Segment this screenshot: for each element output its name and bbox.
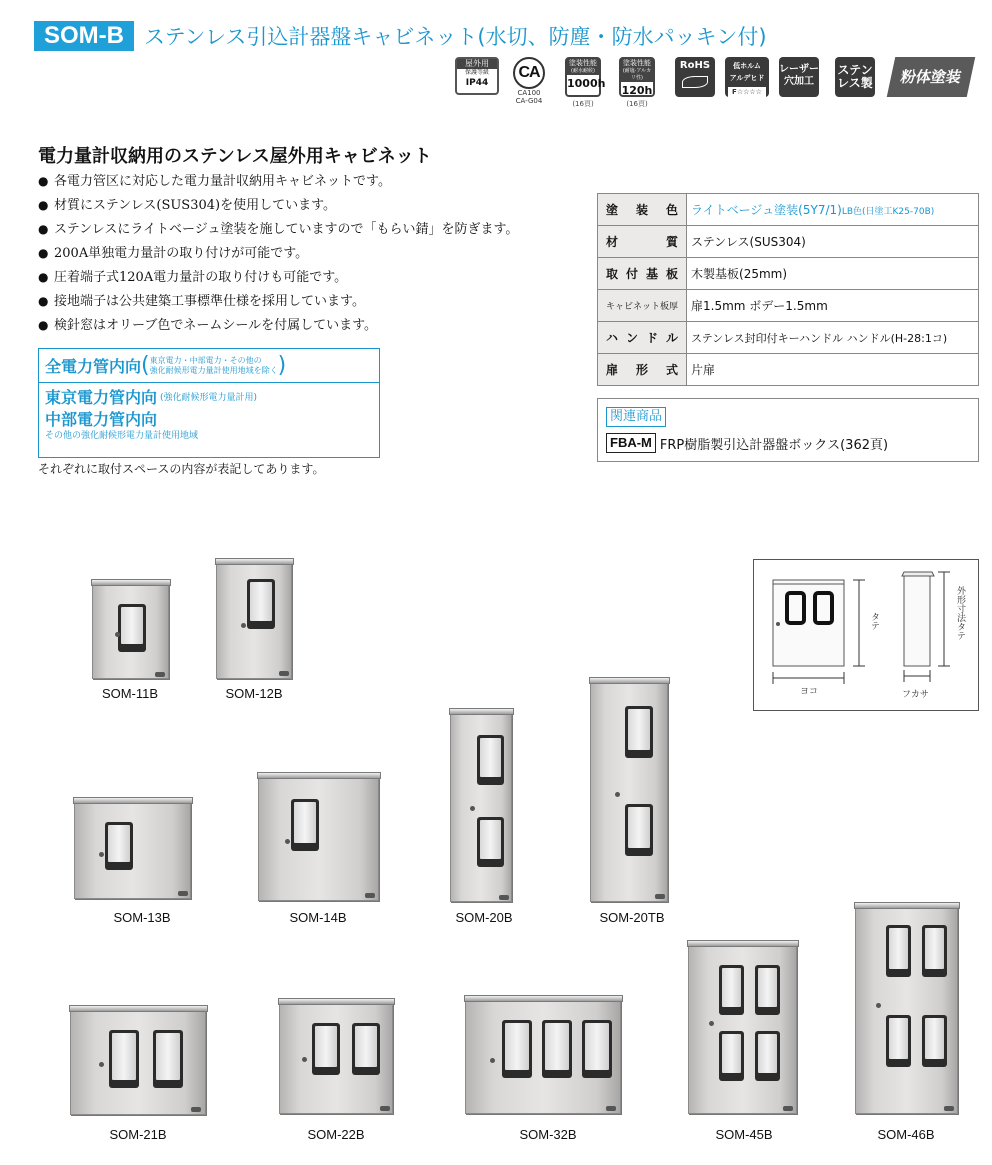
series-code: SOM-B — [34, 21, 134, 51]
bullet-icon: ● — [38, 318, 49, 332]
table-row: 材質 ステンレス(SUS304) — [598, 226, 979, 258]
related-description: FRP樹脂製引込計器盤ボックス(362頁) — [659, 437, 889, 453]
bullet-icon: ● — [38, 270, 49, 284]
product-label: SOM-20B — [455, 910, 513, 925]
feature-list — [38, 169, 518, 337]
cabinet-image — [70, 1009, 206, 1115]
region-chubu: 中部電力管内向 — [45, 409, 158, 429]
cabinet-image — [258, 776, 379, 901]
list-item: ● 検針窓はオリーブ色でネームシールを付属しています。 — [38, 313, 518, 337]
star-rating-icon: F☆☆☆☆ — [728, 87, 766, 97]
rohs-badge: RoHS — [675, 57, 715, 97]
cabinet-outline-icon — [754, 560, 978, 710]
region-legend-box: 全電力管内向 ( 東京電力・中部電力・その他の 強化耐候形電力量計使用地域を除く ) 東京電力管内向 (強化耐候形電力量計用) 中部電力管内向 その他の強化耐候形電力量計使用地域 — [38, 348, 380, 458]
leaf-icon — [682, 76, 708, 88]
product-label: SOM-13B — [113, 910, 171, 925]
table-row: キャビネット板厚 扉1.5mm ボデー1.5mm — [598, 290, 979, 322]
product-label: SOM-22B — [307, 1127, 365, 1142]
product-label: SOM-46B — [877, 1127, 935, 1142]
region-all: 全電力管内向 — [45, 357, 142, 376]
bullet-icon: ● — [38, 246, 49, 260]
cabinet-image — [855, 906, 958, 1114]
ip44-badge: 屋外用 保護等級 IP44 — [455, 57, 499, 95]
low-formaldehyde-badge: 低ホルム アルデヒド F☆☆☆☆ — [725, 57, 769, 97]
related-title: 関連商品 — [606, 407, 666, 427]
page-header — [34, 21, 767, 51]
product-label: SOM-32B — [519, 1127, 577, 1142]
product-label: SOM-21B — [109, 1127, 167, 1142]
powder-coating-badge: 粉体塗装 — [887, 57, 976, 97]
cabinet-image — [590, 681, 668, 902]
bullet-icon: ● — [38, 222, 49, 236]
cabinet-image — [279, 1002, 393, 1114]
product-label: SOM-12B — [225, 686, 283, 701]
cabinet-image — [688, 944, 797, 1114]
list-item: ● 接地端子は公共建築工事標準仕様を採用しています。 — [38, 289, 518, 313]
depth-label: フカサ — [902, 690, 929, 700]
coating-120h-badge: 塗装性能 (耐塩·アルカリ性) 120h (16頁) — [619, 57, 655, 97]
page-title: ステンレス引込計器盤キャビネット(水切、防塵・防水パッキン付) — [144, 25, 767, 49]
related-code[interactable]: FBA-M — [606, 433, 656, 453]
cabinet-image — [216, 562, 292, 679]
list-item: ● 圧着端子式120A電力量計の取り付けも可能です。 — [38, 265, 518, 289]
cabinet-image — [92, 583, 169, 679]
list-item: ● 各電力管区に対応した電力量計収納用キャビネットです。 — [38, 169, 518, 193]
product-label: SOM-45B — [715, 1127, 773, 1142]
cabinet-image — [465, 999, 621, 1114]
feature-badges — [455, 57, 975, 115]
ca-certification-badge: CA CA100 CA-G04 — [509, 57, 549, 105]
bullet-icon: ● — [38, 198, 49, 212]
cabinet-image — [450, 712, 512, 902]
table-row: 扉形式 片扉 — [598, 354, 979, 386]
region-tokyo: 東京電力管内向 — [45, 387, 158, 407]
outer-height-label: 外形寸法タテ — [955, 586, 965, 640]
product-label: SOM-11B — [101, 686, 159, 701]
dimension-diagram — [753, 559, 979, 711]
stainless-badge: ステン レス製 — [835, 57, 875, 97]
list-item: ● ステンレスにライトベージュ塗装を施していますので「もらい錆」を防ぎます。 — [38, 217, 518, 241]
region-other: その他の強化耐候形電力量計使用地域 — [45, 431, 199, 441]
product-label: SOM-20TB — [599, 910, 665, 925]
list-item: ● 200A単独電力量計の取り付けが可能です。 — [38, 241, 518, 265]
legend-note: それぞれに取付スペースの内容が表記してあります。 — [38, 462, 325, 476]
height-label: タテ — [869, 612, 879, 630]
ca-mark-icon: CA — [513, 57, 545, 89]
list-item: ● 材質にステンレス(SUS304)を使用しています。 — [38, 193, 518, 217]
width-label: ヨコ — [800, 687, 819, 697]
bullet-icon: ● — [38, 294, 49, 308]
table-row: 塗装色 ライトベージュ塗装(5Y7/1)LB色(日塗工K25-70B) — [598, 194, 979, 226]
table-row: ハンドル ステンレス封印付キーハンドル ハンドル(H-28:1コ) — [598, 322, 979, 354]
table-row: 取付基板 木製基板(25mm) — [598, 258, 979, 290]
spec-table — [597, 193, 979, 386]
related-products — [597, 398, 979, 462]
laser-hole-badge: レーザー 穴加工 — [779, 57, 819, 97]
cabinet-image — [74, 801, 191, 899]
bullet-icon: ● — [38, 174, 49, 188]
product-label: SOM-14B — [289, 910, 347, 925]
coating-1000h-badge: 塗装性能 (耐水耐候) 1000h (16頁) — [567, 59, 606, 108]
section-heading: 電力量計収納用のステンレス屋外用キャビネット — [38, 146, 432, 167]
